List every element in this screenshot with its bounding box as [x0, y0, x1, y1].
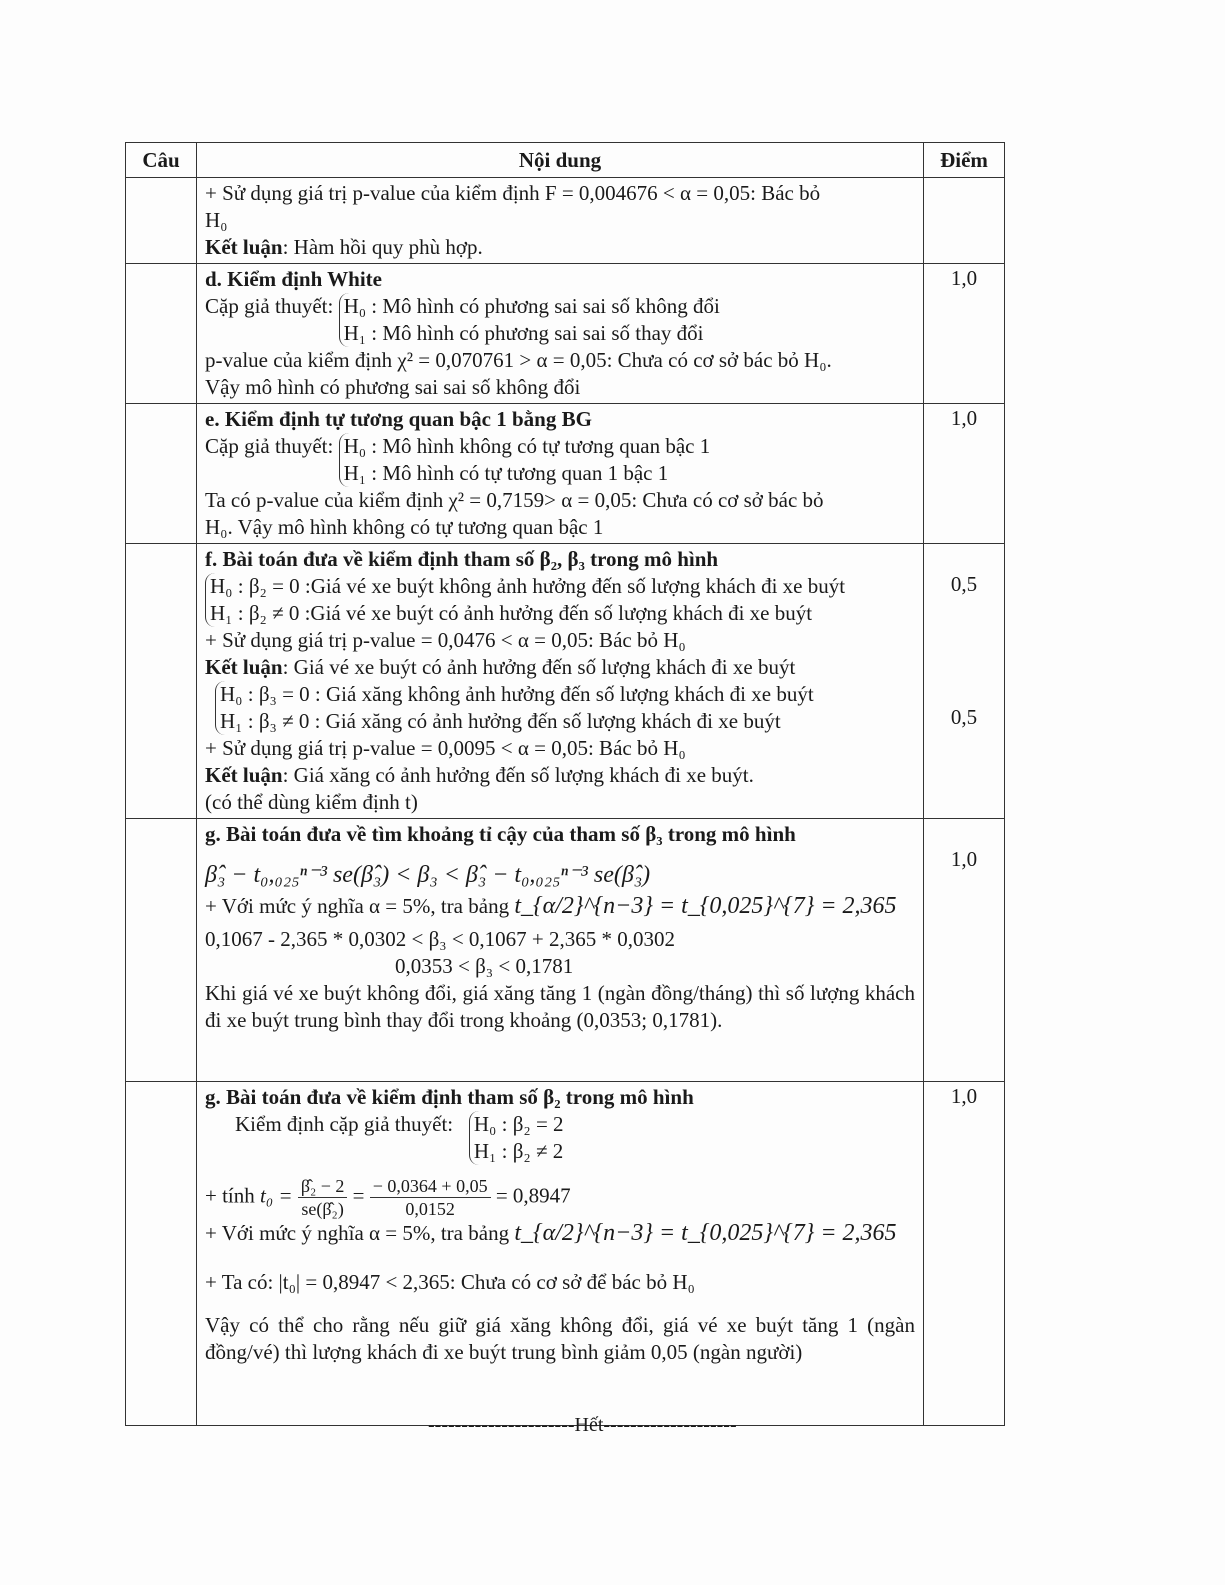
score-cell: 1,0: [924, 404, 1005, 544]
brace: [469, 1111, 564, 1165]
denominator: se(β̂₂): [301, 1199, 344, 1219]
table-header-row: [126, 143, 1005, 178]
cau-cell: [126, 178, 197, 264]
conclusion: Khi giá vé xe buýt không đổi, giá xăng tăng 1 (ngàn đồng/tháng) thì số lượng khách đi xe buýt trung bình thay đổi trong khoảng (0,0353; 0,1781).: [205, 981, 915, 1032]
score-cell: 1,0: [924, 264, 1005, 404]
score-cell: [924, 178, 1005, 264]
hypothesis-block: [205, 433, 915, 487]
section-title: g. Bài toán đưa về kiểm định tham số β₂ trong mô hình: [205, 1085, 694, 1109]
score-b: 0,5: [950, 705, 978, 729]
h0: H₀ : Mô hình có phương sai sai số không đổi: [343, 294, 720, 318]
text-line: + Sử dụng giá trị p-value của kiểm định F = 0,004676 < α = 0,05: Bác bỏ: [205, 181, 821, 205]
label: Kiểm định cặp giả thuyết:: [235, 1112, 454, 1136]
t-stat-line: [205, 1175, 915, 1220]
h0: H₀ : β₂ = 0 :Giá vé xe buýt không ảnh hưởng đến số lượng khách đi xe buýt: [210, 574, 846, 598]
text: : Giá vé xe buýt có ảnh hưởng đến số lượng khách đi xe buýt: [282, 655, 796, 679]
fraction-2: [370, 1175, 491, 1220]
conclusion-line: [205, 762, 915, 789]
content-cell: [197, 1082, 924, 1426]
content-cell: [197, 178, 924, 264]
text: + Với mức ý nghĩa α = 5%, tra bảng: [205, 894, 510, 918]
score-a: 0,5: [950, 572, 978, 596]
hypothesis-block: [205, 293, 915, 347]
t0: t₀ =: [260, 1183, 293, 1208]
table-row: [126, 264, 1005, 404]
score-cell: [924, 544, 1005, 819]
h0: H₀ : β₂ = 2: [473, 1112, 564, 1136]
table-row: [126, 178, 1005, 264]
content-cell: [197, 544, 924, 819]
label: Kết luận: [205, 235, 283, 259]
section-title: f. Bài toán đưa về kiểm định tham số β₂, β₃ trong mô hình: [205, 547, 719, 571]
label: Cặp giả thuyết:: [205, 294, 334, 318]
t-value: t_{α/2}^{n−3} = t_{0,025}^{7} = 2,365: [514, 1220, 897, 1246]
conclusion: Vậy có thể cho rằng nếu giữ giá xăng không đổi, giá vé xe buýt tăng 1 (ngàn đồng/vé) thì lượng khách đi xe buýt trung bình giảm 0,05 (ngàn người): [205, 1313, 915, 1364]
table-row: [126, 404, 1005, 544]
t-value: t_{α/2}^{n−3} = t_{0,025}^{7} = 2,365: [514, 893, 897, 919]
cau-cell: [126, 404, 197, 544]
result-line: 0,0353 < β₃ < 0,1781: [395, 954, 574, 978]
table-row: [126, 819, 1005, 1082]
numerator: β̂₂ − 2: [298, 1175, 348, 1198]
cau-cell: [126, 544, 197, 819]
text-line: p-value của kiểm định χ² = 0,070761 > α = 0,05: Chưa có cơ sở bác bỏ H₀.: [205, 348, 832, 372]
label: Kết luận: [205, 763, 283, 787]
conclusion-line: [205, 654, 915, 681]
score-cell: 1,0: [924, 1082, 1005, 1426]
label: Kết luận: [205, 655, 283, 679]
score-cell: 1,0: [924, 819, 1005, 1082]
text-line: Ta có p-value của kiểm định χ² = 0,7159> α = 0,05: Chưa có cơ sở bác bỏ: [205, 488, 824, 512]
h0: H₀ : β₃ = 0 : Giá xăng không ảnh hưởng đến số lượng khách đi xe buýt: [220, 682, 814, 706]
h1: H₁ : Mô hình có phương sai sai số thay đổi: [343, 321, 704, 345]
h1: H₁ : β₃ ≠ 0 : Giá xăng có ảnh hưởng đến số lượng khách đi xe buýt: [220, 709, 781, 733]
h1: H₁ : Mô hình có tự tương quan 1 bậc 1: [343, 461, 669, 485]
brace: [339, 433, 711, 487]
section-title: e. Kiểm định tự tương quan bậc 1 bằng BG: [205, 407, 592, 431]
text-line: H₀. Vậy mô hình không có tự tương quan bậc 1: [205, 515, 604, 539]
conclusion-line: [205, 234, 915, 261]
header-cau: Câu: [126, 143, 197, 178]
brace: [339, 293, 720, 347]
content-cell: [197, 264, 924, 404]
cau-cell: [126, 1082, 197, 1426]
header-noi-dung: Nội dung: [197, 143, 924, 178]
t-lookup: [205, 1220, 915, 1247]
table-row: [126, 544, 1005, 819]
cau-cell: [126, 819, 197, 1082]
equals: =: [352, 1183, 365, 1208]
compare-line: + Ta có: |t₀| = 0,8947 < 2,365: Chưa có cơ sở để bác bỏ H₀: [205, 1270, 695, 1294]
hypothesis-block: [205, 573, 915, 627]
h1: H₁ : β₂ ≠ 2: [473, 1139, 564, 1163]
h0: H₀ : Mô hình không có tự tương quan bậc 1: [343, 434, 711, 458]
text-line: + Sử dụng giá trị p-value = 0,0095 < α = 0,05: Bác bỏ H₀: [205, 736, 686, 760]
content-cell: [197, 819, 924, 1082]
calc-line: 0,1067 - 2,365 * 0,0302 < β₃ < 0,1067 + 2,365 * 0,0302: [205, 927, 676, 951]
section-title: d. Kiểm định White: [205, 267, 382, 291]
label: + tính: [205, 1183, 255, 1208]
h1: H₁ : β₂ ≠ 0 :Giá vé xe buýt có ảnh hưởng đến số lượng khách đi xe buýt: [210, 601, 813, 625]
end-marker: ----------------------Hết--------------------: [428, 1414, 737, 1436]
denominator: 0,0152: [405, 1199, 455, 1219]
answer-table: [125, 142, 1005, 1426]
text-line: + Sử dụng giá trị p-value = 0,0476 < α = 0,05: Bác bỏ H₀: [205, 628, 686, 652]
table-row: [126, 1082, 1005, 1426]
hypothesis-block: [215, 681, 915, 735]
t-lookup: [205, 893, 915, 920]
text: : Hàm hồi quy phù hợp.: [282, 235, 483, 259]
text: + Với mức ý nghĩa α = 5%, tra bảng: [205, 1221, 510, 1245]
text: : Giá xăng có ảnh hưởng đến số lượng khách đi xe buýt.: [282, 763, 754, 787]
header-diem: Điểm: [924, 143, 1005, 178]
numerator: − 0,0364 + 0,05: [370, 1175, 491, 1198]
ci-formula: β̂₃ − t₀,₀₂₅ⁿ⁻³ se(β̂₃) < β₃ < β̂₃ − t₀,₀₂₅ⁿ⁻³ se(β̂₃): [205, 862, 651, 888]
text-line: (có thể dùng kiểm định t): [205, 790, 418, 814]
text-line: Vậy mô hình có phương sai sai số không đổi: [205, 375, 581, 399]
cau-cell: [126, 264, 197, 404]
hypothesis-block: [205, 1111, 915, 1165]
label: Cặp giả thuyết:: [205, 434, 334, 458]
section-title: g. Bài toán đưa về tìm khoảng tỉ cậy của tham số β₃ trong mô hình: [205, 822, 796, 846]
content-cell: [197, 404, 924, 544]
text-line: H₀: [205, 208, 228, 232]
result: = 0,8947: [495, 1183, 571, 1208]
fraction-1: [298, 1175, 348, 1220]
